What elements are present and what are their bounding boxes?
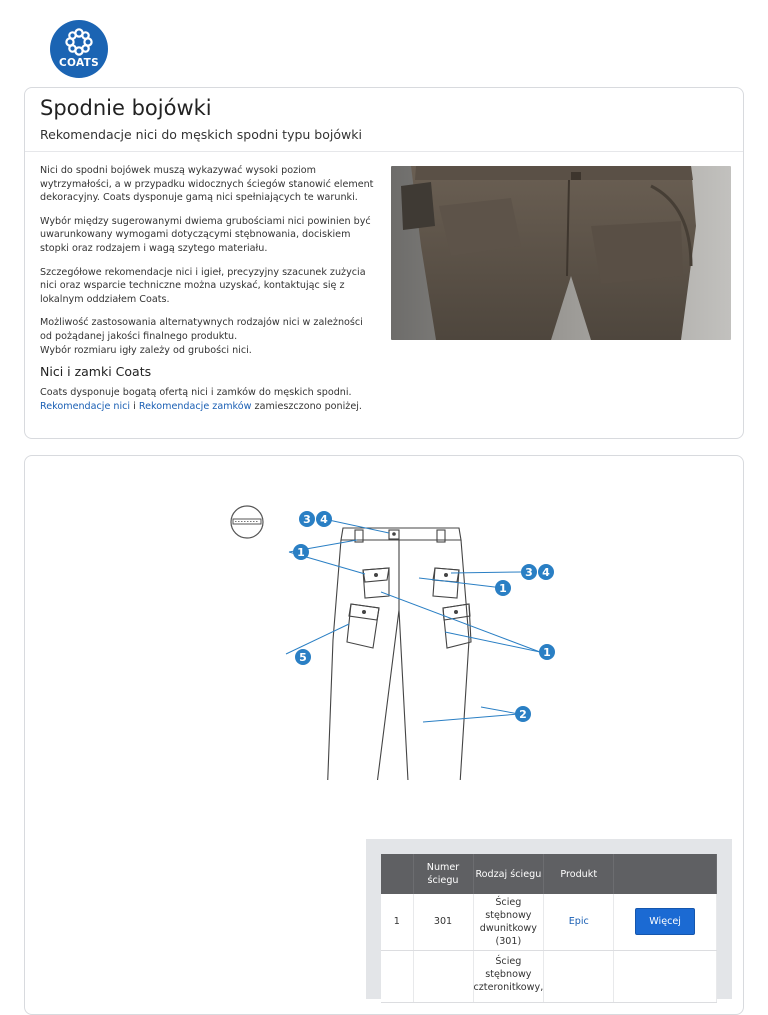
row-product-cell — [544, 894, 614, 950]
page-subtitle: Rekomendacje nici do męskich spodni typu bojówki — [40, 127, 362, 142]
section-text: Coats dysponuje bogatą ofertą nici i zamków do męskich spodni. — [40, 387, 352, 399]
logo-badge — [50, 20, 108, 78]
row-index: 1 — [381, 894, 413, 950]
row-stitch-type: Ścieg stębnowy dwunitkowy (301) — [473, 894, 544, 950]
section-title: Nici i zamki Coats — [40, 364, 152, 380]
marker-8: 1 — [543, 646, 551, 659]
link-conjunction: i — [130, 400, 139, 412]
marker-5: 4 — [542, 566, 550, 579]
product-link-epic[interactable]: Epic — [568, 916, 589, 928]
col-product: Produkt — [544, 854, 614, 894]
marker-2: 4 — [320, 513, 328, 526]
marker-7: 5 — [299, 651, 307, 664]
row-stitch-number: 301 — [413, 894, 473, 950]
col-index — [381, 854, 413, 894]
more-button[interactable]: Więcej — [635, 908, 695, 935]
row-action-cell — [614, 894, 717, 950]
marker-4: 3 — [525, 566, 533, 579]
thread-recommendations-link[interactable]: Rekomendacje nici — [40, 400, 131, 412]
page-title: Spodnie bojówki — [40, 96, 212, 120]
section-text-block — [40, 386, 375, 413]
needle-size-text: Wybór rozmiaru igły zależy od grubości nici. — [40, 344, 252, 356]
paragraph-alternatives — [40, 316, 375, 357]
zipper-recommendations-link[interactable]: Rekomendacje zamków — [138, 400, 252, 412]
col-action — [614, 854, 717, 894]
marker-3: 1 — [297, 546, 305, 559]
marker-9: 2 — [519, 708, 527, 721]
cargo-pants-photo — [391, 166, 731, 340]
row-stitch-number — [413, 950, 473, 1002]
section-tail: zamieszczono poniżej. — [251, 400, 362, 412]
chain-icon — [64, 27, 94, 57]
pants-diagram — [223, 500, 563, 780]
row-action — [614, 950, 717, 1002]
paragraph-thickness: Wybór między sugerowanymi dwiema grubościami nici powinien być uwarunkowany wymogami dotyczącymi stębnowania, dociskiem stopki oraz rodzajem i wagą szytego materiału. — [40, 215, 371, 254]
paragraph-strength: Nici do spodni bojówek muszą wykazywać wysoki poziom wytrzymałości, a w przypadku widocznych ściegów stanowić element dekoracyjny. Coats dysponuje gamą nici spełniających te warunki. — [40, 165, 374, 204]
coats-logo[interactable] — [50, 20, 108, 78]
table-row — [381, 894, 717, 950]
row-stitch-type: Ścieg stębnowy czteronitkowy, — [473, 950, 544, 1002]
col-stitch-number: Numer ściegu — [413, 854, 473, 894]
alternatives-text: Możliwość zastosowania alternatywnych rodzajów nici w zależności od pożądanej jakości finalnego produktu. — [40, 317, 363, 342]
row-index — [381, 950, 413, 1002]
marker-6: 1 — [499, 582, 507, 595]
paragraph-contact: Szczegółowe rekomendacje nici i igieł, precyzyjny szacunek zużycia nici oraz wsparcie techniczne można uzyskać, kontaktując się z lokalnym oddziałem Coats. — [40, 266, 366, 305]
row-product — [544, 950, 614, 1002]
col-stitch-type: Rodzaj ściegu — [473, 854, 544, 894]
intro-card — [24, 87, 744, 439]
diagram-card — [24, 455, 744, 1015]
logo-text: COATS — [59, 57, 99, 69]
stitch-table-container — [366, 839, 732, 999]
intro-body — [40, 164, 375, 413]
table-row — [381, 950, 717, 1002]
marker-1: 3 — [303, 513, 311, 526]
stitch-table — [381, 854, 717, 1003]
table-header-row — [381, 854, 717, 894]
intro-header — [25, 88, 743, 152]
